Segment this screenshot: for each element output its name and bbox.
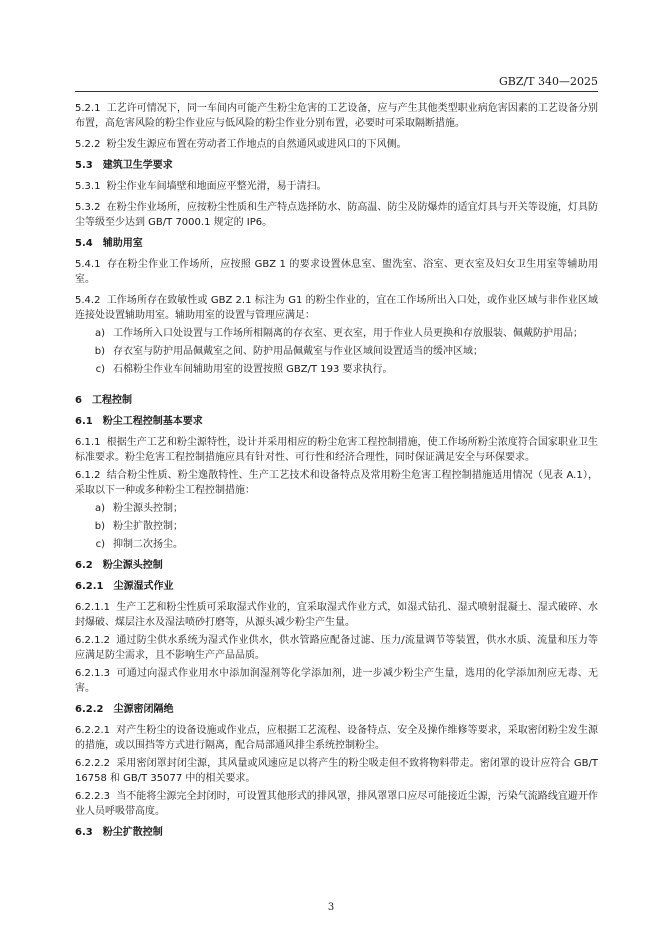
clause-text: 通过防尘供水系统为湿式作业供水，供水管路应配备过滤、压力/流量调节等装置，供水水质、流量和压力等应满足防尘需求，且不影响生产产品品质。 (75, 635, 598, 661)
list-text: 粉尘扩散控制； (113, 521, 183, 532)
heading-number: 6.1 (75, 416, 93, 427)
clause-6-2-2-3 (75, 789, 598, 819)
clause-5-2-1 (75, 101, 598, 131)
list-item (75, 362, 598, 377)
list-text: 抑制二次扬尘。 (113, 539, 183, 550)
heading-6-3 (75, 825, 598, 840)
clause-number: 6.1.2 (75, 470, 101, 481)
clause-6-2-2-2 (75, 756, 598, 786)
clause-text: 对产生粉尘的设备设施或作业点，应根据工艺流程、设备特点、安全及操作维修等要求，采取密闭粉尘发生源的措施，或以围挡等方式进行隔离，配合局部通风排尘系统控制粉尘。 (75, 725, 598, 751)
page-number: 3 (327, 902, 335, 913)
clause-number: 5.3.2 (75, 202, 101, 213)
clause-number: 6.2.2.1 (75, 725, 110, 736)
clause-number: 5.4.2 (75, 295, 101, 306)
clause-6-1-2 (75, 468, 598, 498)
list-text: 工作场所入口处设置与工作场所相隔离的存衣室、更衣室，用于作业人员更换和存放服装、佩戴防护用品； (113, 328, 583, 339)
clause-5-3-2 (75, 200, 598, 230)
heading-5-3 (75, 158, 598, 173)
heading-title: 尘源湿式作业 (113, 581, 174, 592)
clause-number: 5.3.1 (75, 181, 101, 192)
clause-text: 粉尘发生源应布置在劳动者工作地点的自然通风或进风口的下风侧。 (106, 139, 407, 150)
clause-text: 采用密闭罩封闭尘源，其风量或风速应足以将产生的粉尘吸走但不致将物料带走。密闭罩的设计应符合 GB/T 16758 和 GB/T 35077 中的相关要求。 (75, 758, 598, 784)
heading-number: 6 (75, 395, 82, 406)
heading-number: 6.2.2 (75, 704, 104, 715)
list-label: c) (95, 364, 105, 375)
heading-number: 6.2.1 (75, 581, 104, 592)
clause-5-2-2 (75, 137, 598, 152)
clause-5-3-1 (75, 179, 598, 194)
heading-number: 5.4 (75, 238, 93, 249)
clause-5-4-1 (75, 257, 598, 287)
list-text: 石棉粉尘作业车间辅助用室的设置按照 GBZ/T 193 要求执行。 (113, 364, 393, 375)
clause-text: 可通过向湿式作业用水中添加润湿剂等化学添加剂，进一步减少粉尘产生量，选用的化学添加剂应无毒、无害。 (75, 668, 598, 694)
clause-number: 6.2.1.2 (75, 635, 110, 646)
list-item (75, 326, 598, 341)
list-text: 存衣室与防护用品佩戴室之间、防护用品佩戴室与作业区域间设置适当的缓冲区域； (113, 346, 483, 357)
clause-number: 6.2.1.1 (75, 602, 110, 613)
clause-text: 根据生产工艺和粉尘源特性，设计并采用相应的粉尘危害工程控制措施，使工作场所粉尘浓度符合国家职业卫生标准要求。粉尘危害工程控制措施应具有针对性、可行性和经济合理性，同时保证满足安全与环保要求。 (75, 437, 599, 463)
heading-title: 建筑卫生学要求 (102, 160, 173, 171)
clause-number: 6.2.2.3 (75, 791, 110, 802)
clause-number: 5.4.1 (75, 259, 101, 270)
clause-6-2-2-1 (75, 723, 598, 753)
clause-text: 存在粉尘作业工作场所，应按照 GBZ 1 的要求设置休息室、盥洗室、浴室、更衣室及妇女卫生用室等辅助用室。 (75, 259, 598, 285)
clause-6-1-1 (75, 435, 598, 465)
list-item (75, 344, 598, 359)
clause-6-2-1-2 (75, 633, 598, 663)
header-rule (75, 91, 598, 92)
clause-5-4-2 (75, 293, 598, 323)
list-item (75, 537, 598, 552)
clause-text: 工作场所存在致敏性或 GBZ 2.1 标注为 G1 的粉尘作业的，宜在工作场所出入口处，或作业区域与非作业区域连接处设置辅助用室。辅助用室的设置与管理应满足： (75, 295, 598, 321)
clause-text: 生产工艺和粉尘性质可采取湿式作业的，宜采取湿式作业方式，如湿式钻孔、湿式喷射混凝土、湿式破碎、水封爆破、煤层注水及湿法喷砂打磨等，从源头减少粉尘产生量。 (75, 602, 598, 628)
list-text: 粉尘源头控制； (113, 503, 183, 514)
document-body (75, 101, 598, 846)
heading-6-2-1 (75, 579, 598, 594)
clause-6-2-1-3 (75, 666, 598, 696)
heading-5-4 (75, 236, 598, 251)
clause-text: 当不能将尘源完全封闭时，可设置其他形式的排风罩，排风罩罩口应尽可能接近尘源，污染气流路线宜避开作业人员呼吸带高度。 (75, 791, 598, 817)
list-item (75, 519, 598, 534)
clause-number: 6.1.1 (75, 437, 101, 448)
standard-code-header: GBZ/T 340—2025 (498, 75, 598, 88)
list-label: b) (94, 521, 105, 532)
list-label: b) (94, 346, 105, 357)
heading-6 (75, 393, 598, 408)
clause-text: 粉尘作业车间墙壁和地面应平整光滑，易于清扫。 (106, 181, 327, 192)
heading-title: 辅助用室 (102, 238, 143, 249)
clause-number: 5.2.2 (75, 139, 101, 150)
list-item (75, 501, 598, 516)
heading-number: 6.2 (75, 560, 93, 571)
heading-number: 5.3 (75, 160, 93, 171)
clause-number: 5.2.1 (75, 103, 101, 114)
heading-6-2 (75, 558, 598, 573)
clause-text: 在粉尘作业场所，应按粉尘性质和生产特点选择防水、防高温、防尘及防爆炸的适宜灯具与开关等设施，灯具防尘等级至少达到 GB/T 7000.1 规定的 IP6。 (75, 202, 599, 228)
clause-number: 6.2.2.2 (75, 758, 110, 769)
heading-title: 粉尘源头控制 (102, 560, 163, 571)
clause-number: 6.2.1.3 (75, 668, 110, 679)
heading-6-1 (75, 414, 598, 429)
heading-title: 粉尘工程控制基本要求 (102, 416, 203, 427)
heading-title: 尘源密闭隔绝 (113, 704, 174, 715)
list-label: a) (94, 328, 105, 339)
clause-text: 工艺许可情况下，同一车间内可能产生粉尘危害的工艺设备，应与产生其他类型职业病危害因素的工艺设备分别布置，高危害风险的粉尘作业应与低风险的粉尘作业分别布置，必要时可采取隔断措施。 (75, 103, 599, 129)
clause-text: 结合粉尘性质、粉尘逸散特性、生产工艺技术和设备特点及常用粉尘危害工程控制措施适用情况（见表 A.1），采取以下一种或多种粉尘工程控制措施： (75, 470, 598, 496)
list-label: c) (95, 539, 105, 550)
heading-title: 粉尘扩散控制 (102, 827, 163, 838)
heading-number: 6.3 (75, 827, 93, 838)
heading-6-2-2 (75, 702, 598, 717)
list-label: a) (94, 503, 105, 514)
clause-6-2-1-1 (75, 600, 598, 630)
heading-title: 工程控制 (91, 395, 132, 406)
